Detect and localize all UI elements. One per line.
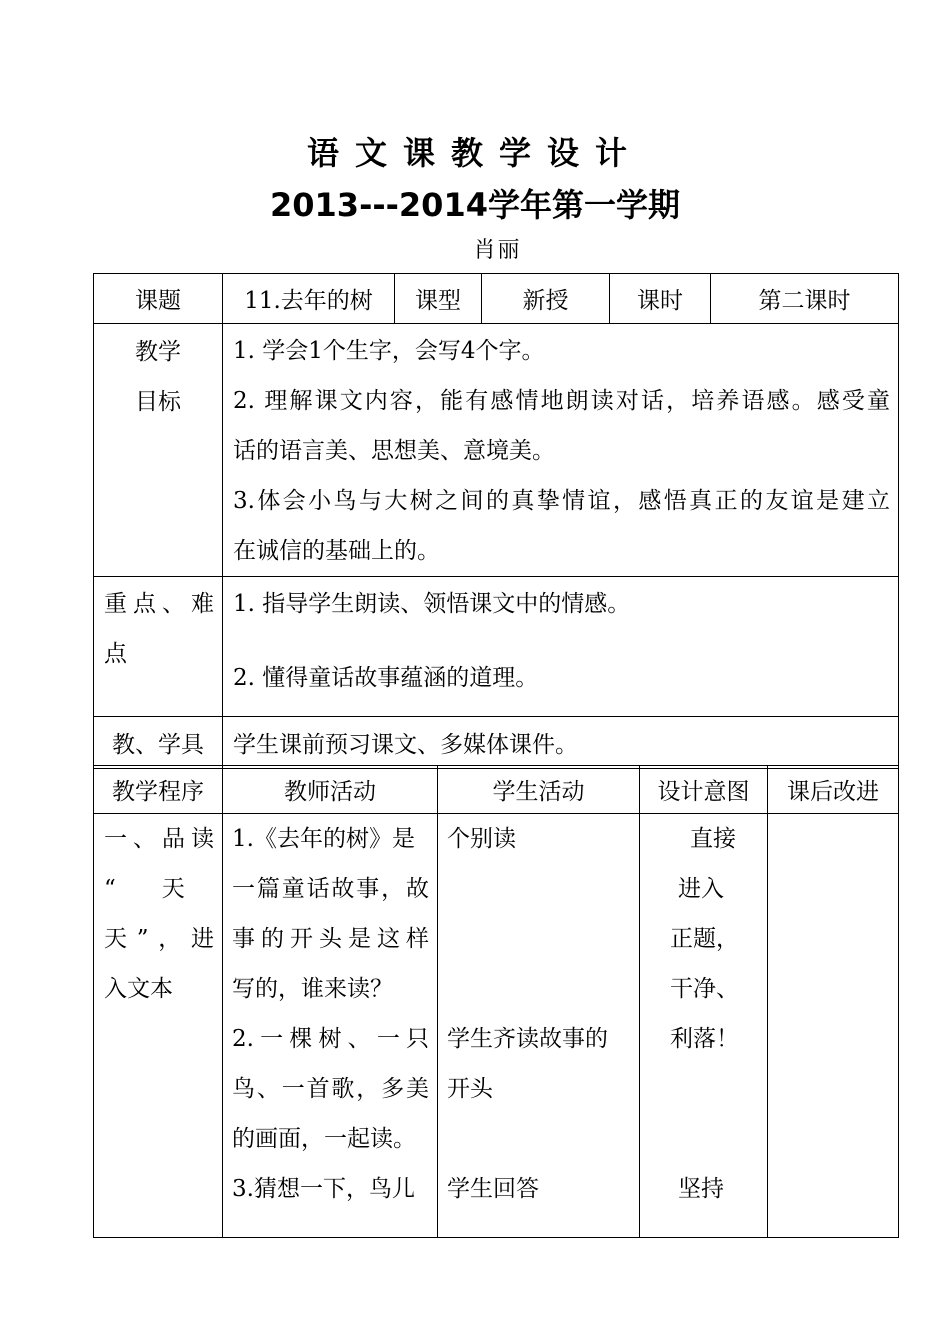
topic-label: 课题: [94, 274, 223, 324]
intent-line: 干净、: [670, 976, 739, 1002]
author-name: 肖丽: [473, 238, 522, 263]
header-teacher: 教师活动: [223, 766, 438, 814]
teacher-line: 事的开头是这样: [232, 926, 429, 952]
intent-cell: [640, 814, 768, 1238]
step-line: 入文本: [104, 976, 173, 1002]
student-line: 学生齐读故事的: [447, 1026, 608, 1052]
intent-line: 坚持: [678, 1176, 724, 1202]
step-line: 天”，进: [104, 926, 214, 952]
step-line: 一、品读: [104, 826, 214, 852]
period-value: 第二课时: [711, 274, 899, 324]
teacher-line: 2.一棵树、一只: [232, 1026, 429, 1052]
goal-line: 1. 学会1个生字，会写4个字。: [233, 338, 545, 364]
intent-line: 进入: [678, 876, 724, 902]
improvement-cell: [768, 814, 899, 1238]
teacher-line: 的画面，一起读。: [232, 1126, 416, 1152]
key-label-line-1: 重点、难: [104, 591, 214, 617]
document-title: 语文课教学设计: [306, 134, 643, 172]
step-line: “ 天: [104, 876, 185, 902]
teacher-line: 鸟、一首歌，多美: [232, 1076, 429, 1102]
student-activity-cell: [438, 814, 640, 1238]
key-label-line-2: 点: [104, 641, 127, 667]
tools-label: 教、学具: [94, 717, 223, 769]
lesson-info-table: [93, 273, 899, 769]
intent-line: 利落！: [670, 1026, 739, 1052]
teacher-line: 写的，谁来读？: [232, 976, 393, 1002]
teacher-line: 1.《去年的树》是: [232, 826, 415, 852]
goal-line: 2. 理解课文内容，能有感情地朗读对话，培养语感。感受童: [233, 388, 890, 414]
tools-value: 学生课前预习课文、多媒体课件。: [223, 717, 899, 769]
header-student: 学生活动: [438, 766, 640, 814]
header-improve: 课后改进: [768, 766, 899, 814]
teacher-activity-cell: [223, 814, 438, 1238]
intent-line: 直接: [690, 826, 736, 852]
student-line: 个别读: [447, 826, 516, 852]
process-table: [93, 765, 899, 1238]
type-label: 课型: [395, 274, 482, 324]
topic-value: 11.去年的树: [223, 274, 395, 324]
student-line: [447, 914, 631, 964]
key-point-line: 1. 指导学生朗读、领悟课文中的情感。: [233, 591, 631, 617]
goals-label-cell: [94, 324, 223, 577]
teacher-line: 3.猜想一下，鸟儿: [232, 1176, 415, 1202]
key-label-cell: [94, 577, 223, 717]
intent-line: [670, 1064, 753, 1114]
key-point-line: 2. 懂得童话故事蕴涵的道理。: [233, 665, 539, 691]
goals-label-line-1: 教学: [135, 339, 181, 365]
period-label: 课时: [610, 274, 711, 324]
student-line: 开头: [447, 1076, 493, 1102]
header-intent: 设计意图: [640, 766, 768, 814]
student-line: [447, 864, 631, 914]
key-points-cell: [223, 577, 899, 717]
step-cell: [94, 814, 223, 1238]
student-line: [447, 1114, 631, 1164]
goals-label-line-2: 目标: [135, 389, 181, 415]
goal-line: 3.体会小鸟与大树之间的真挚情谊，感悟真正的友谊是建立: [233, 488, 890, 514]
goal-line: 在诚信的基础上的。: [233, 538, 440, 564]
intent-line: [670, 1114, 753, 1164]
student-line: [447, 964, 631, 1014]
goals-cell: [223, 324, 899, 577]
goal-line: 话的语言美、思想美、意境美。: [233, 438, 555, 464]
student-line: 学生回答: [447, 1176, 539, 1202]
header-step: 教学程序: [94, 766, 223, 814]
intent-line: 正题，: [670, 926, 739, 952]
document-subtitle: 2013---2014学年第一学期: [270, 186, 680, 224]
teacher-line: 一篇童话故事，故: [232, 876, 429, 902]
type-value: 新授: [482, 274, 610, 324]
